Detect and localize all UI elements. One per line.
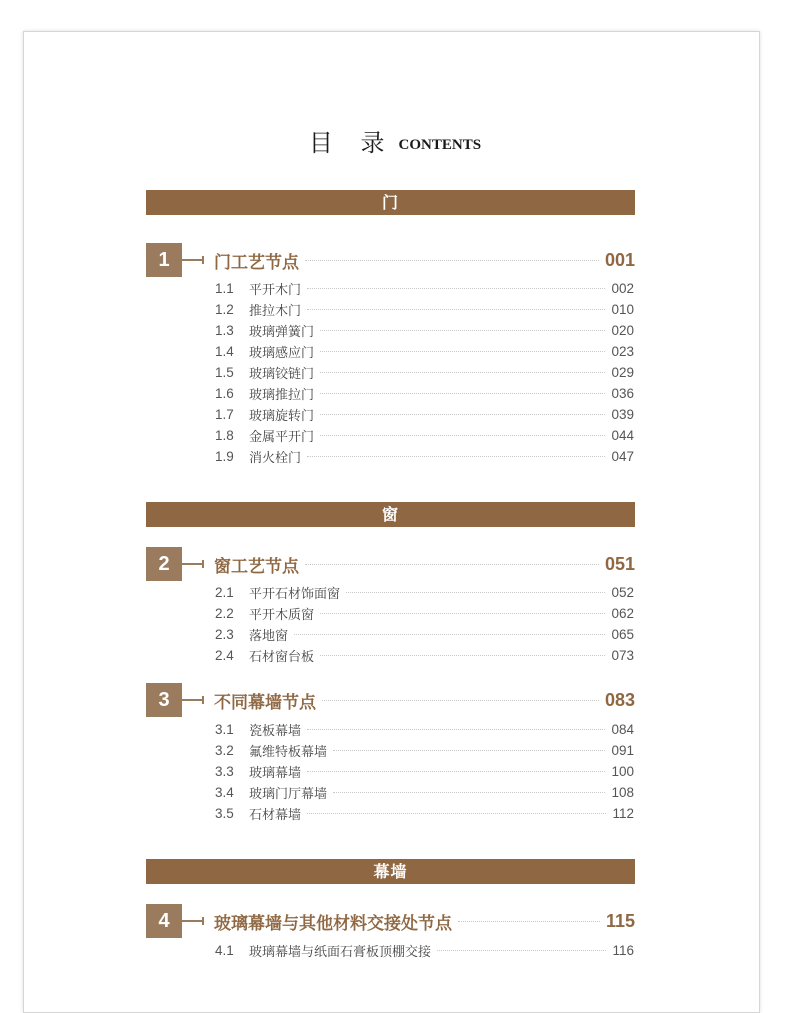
entry-title: 氟维特板幕墙 (249, 744, 328, 760)
dot-leader (320, 613, 605, 614)
dot-leader (320, 435, 605, 436)
dot-leader (322, 700, 599, 701)
entry-title: 玻璃旋转门 (249, 408, 315, 424)
chapter-number-badge: 4 (146, 904, 182, 938)
connector-line (182, 699, 204, 701)
entry-number: 3.5 (215, 805, 234, 821)
chapter-page: 083 (604, 689, 635, 710)
toc-entry[interactable] (215, 741, 634, 759)
dot-leader (346, 592, 605, 593)
toc-entry[interactable] (215, 363, 634, 381)
entry-page: 091 (611, 742, 634, 758)
dot-leader (307, 771, 605, 772)
chapter-title: 窗工艺节点 (214, 556, 299, 577)
entry-title: 玻璃铰链门 (249, 366, 315, 382)
entry-title: 玻璃幕墙 (249, 765, 302, 781)
toc-entry[interactable] (215, 447, 634, 465)
toc-entry[interactable] (215, 646, 634, 664)
entry-number: 3.1 (215, 721, 234, 737)
entry-title: 落地窗 (249, 628, 289, 644)
entry-number: 4.1 (215, 942, 234, 958)
entry-title: 瓷板幕墙 (249, 723, 302, 739)
dot-leader (333, 792, 605, 793)
dot-leader (320, 655, 605, 656)
entry-number: 1.9 (215, 448, 234, 464)
entry-number: 1.4 (215, 343, 234, 359)
toc-entry[interactable] (215, 804, 634, 822)
dot-leader (320, 372, 605, 373)
title-cn: 目 录 (308, 129, 395, 157)
toc-entry[interactable] (215, 279, 634, 297)
section-bar-door: 门 (146, 190, 635, 215)
entry-number: 3.4 (215, 784, 234, 800)
entry-number: 2.1 (215, 584, 234, 600)
chapter-number-badge: 3 (146, 683, 182, 717)
toc-entry[interactable] (215, 941, 634, 959)
toc-entry[interactable] (215, 300, 634, 318)
entry-page: 020 (611, 322, 634, 338)
entry-number: 1.7 (215, 406, 234, 422)
entry-title: 玻璃幕墙与纸面石膏板顶棚交接 (249, 944, 432, 960)
toc-entry[interactable] (215, 625, 634, 643)
entry-title: 推拉木门 (249, 303, 302, 319)
entry-title: 平开木质窗 (249, 607, 315, 623)
toc-entry[interactable] (215, 426, 634, 444)
dot-leader (320, 330, 605, 331)
entry-number: 3.2 (215, 742, 234, 758)
entry-page: 039 (611, 406, 634, 422)
entry-page: 023 (611, 343, 634, 359)
entry-page: 052 (611, 584, 634, 600)
entry-page: 029 (611, 364, 634, 380)
page-title (0, 123, 790, 158)
entry-page: 108 (611, 784, 634, 800)
connector-line (182, 920, 204, 922)
entry-page: 010 (611, 301, 634, 317)
dot-leader (320, 393, 605, 394)
entry-number: 1.5 (215, 364, 234, 380)
chapter-page: 001 (604, 249, 635, 270)
dot-leader (458, 921, 600, 922)
entry-page: 002 (611, 280, 634, 296)
toc-entry[interactable] (215, 762, 634, 780)
chapter-page: 115 (605, 910, 635, 931)
entry-page: 062 (611, 605, 634, 621)
dot-leader (305, 564, 599, 565)
title-en: CONTENTS (398, 137, 482, 153)
toc-entry[interactable] (215, 384, 634, 402)
entry-title: 玻璃弹簧门 (249, 324, 315, 340)
entry-number: 2.3 (215, 626, 234, 642)
dot-leader (305, 260, 599, 261)
entry-page: 065 (611, 626, 634, 642)
dot-leader (307, 456, 605, 457)
chapter-heading-3[interactable] (146, 683, 635, 717)
entry-title: 平开木门 (249, 282, 302, 298)
toc-entry[interactable] (215, 604, 634, 622)
toc-entry[interactable] (215, 583, 634, 601)
entry-page: 112 (612, 805, 634, 821)
entry-number: 2.4 (215, 647, 234, 663)
dot-leader (437, 950, 606, 951)
toc-entry[interactable] (215, 783, 634, 801)
chapter-title: 门工艺节点 (214, 252, 299, 273)
entry-title: 消火栓门 (249, 450, 302, 466)
entry-title: 平开石材饰面窗 (249, 586, 341, 602)
chapter-page: 051 (604, 553, 635, 574)
entry-number: 1.8 (215, 427, 234, 443)
dot-leader (320, 414, 605, 415)
entry-page: 036 (611, 385, 634, 401)
entry-title: 石材窗台板 (249, 649, 315, 665)
entry-title: 金属平开门 (249, 429, 315, 445)
dot-leader (333, 750, 605, 751)
entry-page: 047 (611, 448, 634, 464)
chapter-number-badge: 1 (146, 243, 182, 277)
chapter-heading-4[interactable] (146, 904, 635, 938)
chapter-heading-2[interactable] (146, 547, 635, 581)
dot-leader (307, 813, 606, 814)
dot-leader (307, 309, 605, 310)
chapter-title: 玻璃幕墙与其他材料交接处节点 (214, 913, 452, 934)
toc-entry[interactable] (215, 405, 634, 423)
entry-title: 石材幕墙 (249, 807, 302, 823)
toc-entry[interactable] (215, 720, 634, 738)
entry-number: 2.2 (215, 605, 234, 621)
entry-title: 玻璃感应门 (249, 345, 315, 361)
toc-entry[interactable] (215, 321, 634, 339)
chapter-heading-1[interactable] (146, 243, 635, 277)
entry-number: 1.2 (215, 301, 234, 317)
section-bar-curtain-wall: 幕墙 (146, 859, 635, 884)
entry-title: 玻璃推拉门 (249, 387, 315, 403)
dot-leader (307, 729, 605, 730)
entry-page: 084 (611, 721, 634, 737)
section-bar-window: 窗 (146, 502, 635, 527)
entry-title: 玻璃门厅幕墙 (249, 786, 328, 802)
entry-number: 1.3 (215, 322, 234, 338)
entry-page: 100 (611, 763, 634, 779)
entry-page: 116 (612, 942, 634, 958)
dot-leader (320, 351, 605, 352)
entry-number: 1.1 (215, 280, 234, 296)
chapter-number-badge: 2 (146, 547, 182, 581)
entry-page: 044 (611, 427, 634, 443)
dot-leader (294, 634, 605, 635)
connector-line (182, 563, 204, 565)
toc-entry[interactable] (215, 342, 634, 360)
chapter-title: 不同幕墙节点 (214, 692, 316, 713)
entry-number: 3.3 (215, 763, 234, 779)
entry-page: 073 (611, 647, 634, 663)
dot-leader (307, 288, 605, 289)
connector-line (182, 259, 204, 261)
entry-number: 1.6 (215, 385, 234, 401)
